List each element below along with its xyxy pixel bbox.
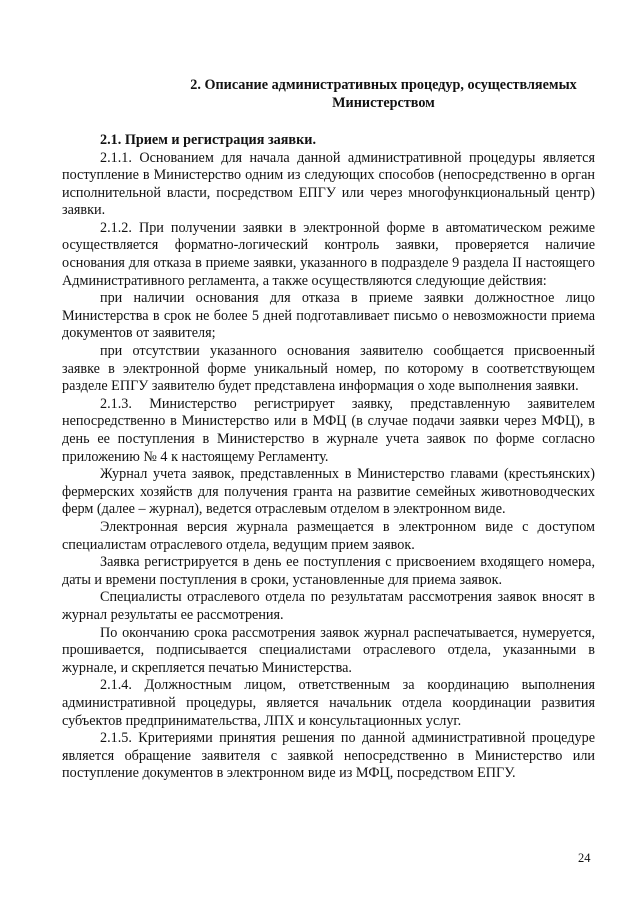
- paragraph-2-1-4: 2.1.4. Должностным лицом, ответственным за координацию выполнения административной процедуры, является начальник отдела координации развития субъектов предпринимательства, ЛПХ и консультационных услуг.: [62, 677, 595, 729]
- section-title: [62, 77, 595, 112]
- paragraph-2-1-1: 2.1.1. Основанием для начала данной административной процедуры является поступление в Министерство одним из следующих способов (непосредственно в орган исполнительной власти, посредством ЕПГУ или через многофункциональный центр) заявки.: [62, 149, 595, 219]
- paragraph-journal-printing: По окончанию срока рассмотрения заявок журнал распечатывается, нумеруется, прошивается, подписывается специалистами отраслевого отдела, указанными в журнале, и скрепляется печатью Министерства.: [62, 624, 595, 676]
- paragraph-journal: Журнал учета заявок, представленных в Министерство главами (крестьянских) фермерских хозяйств для получения гранта на развитие семейных животноводческих ферм (далее – журнал), ведется отраслевым отделом в электронном виде.: [62, 466, 595, 518]
- section-title-line-1: 2. Описание административных процедур, осуществляемых: [190, 77, 577, 93]
- subsection-title: 2.1. Прием и регистрация заявки.: [100, 132, 316, 148]
- paragraph-registration: Заявка регистрируется в день ее поступления с присвоением входящего номера, даты и времени поступления в сроки, установленные для приема заявок.: [62, 554, 595, 588]
- paragraph-2-1-2: 2.1.2. При получении заявки в электронной форме в автоматическом режиме осуществляется форматно-логический контроль заявки, проверяется наличие основания для отказа в приеме заявки, указанного в подразделе 9 раздела II настоящего Административного регламента, а также осуществляются следующие действия:: [62, 219, 595, 289]
- paragraph-2-1-3: 2.1.3. Министерство регистрирует заявку, представленную заявителем непосредственно в Министерство или в МФЦ (в случае подачи заявки через МФЦ), в день ее поступления в Министерство в журнале учета заявок по форме согласно приложению № 4 к настоящему Регламенту.: [62, 395, 595, 465]
- page-content: [62, 77, 595, 783]
- paragraph-no-refusal-case: при отсутствии указанного основания заявителю сообщается присвоенный заявке в электронной форме уникальный номер, по которому в соответствующем разделе ЕПГУ заявителю будет представлена информация о ходе выполнения заявки.: [62, 343, 595, 395]
- paragraph-review-results: Специалисты отраслевого отдела по результатам рассмотрения заявок вносят в журнал результаты ее рассмотрения.: [62, 589, 595, 623]
- paragraph-electronic-journal: Электронная версия журнала размещается в электронном виде с доступом специалистам отраслевого отдела, ведущим прием заявок.: [62, 518, 595, 553]
- section-title-line-2: Министерством: [332, 94, 435, 111]
- page-number: 24: [578, 851, 591, 865]
- paragraph-refusal-case: при наличии основания для отказа в приеме заявки должностное лицо Министерства в срок не более 5 дней подготавливает письмо о невозможности приема документов от заявителя;: [62, 290, 595, 342]
- paragraph-2-1-5: 2.1.5. Критериями принятия решения по данной административной процедуре является обращение заявителя с заявкой непосредственно в Министерство или поступление документов в электронном виде из МФЦ, посредством ЕПГУ.: [62, 730, 595, 782]
